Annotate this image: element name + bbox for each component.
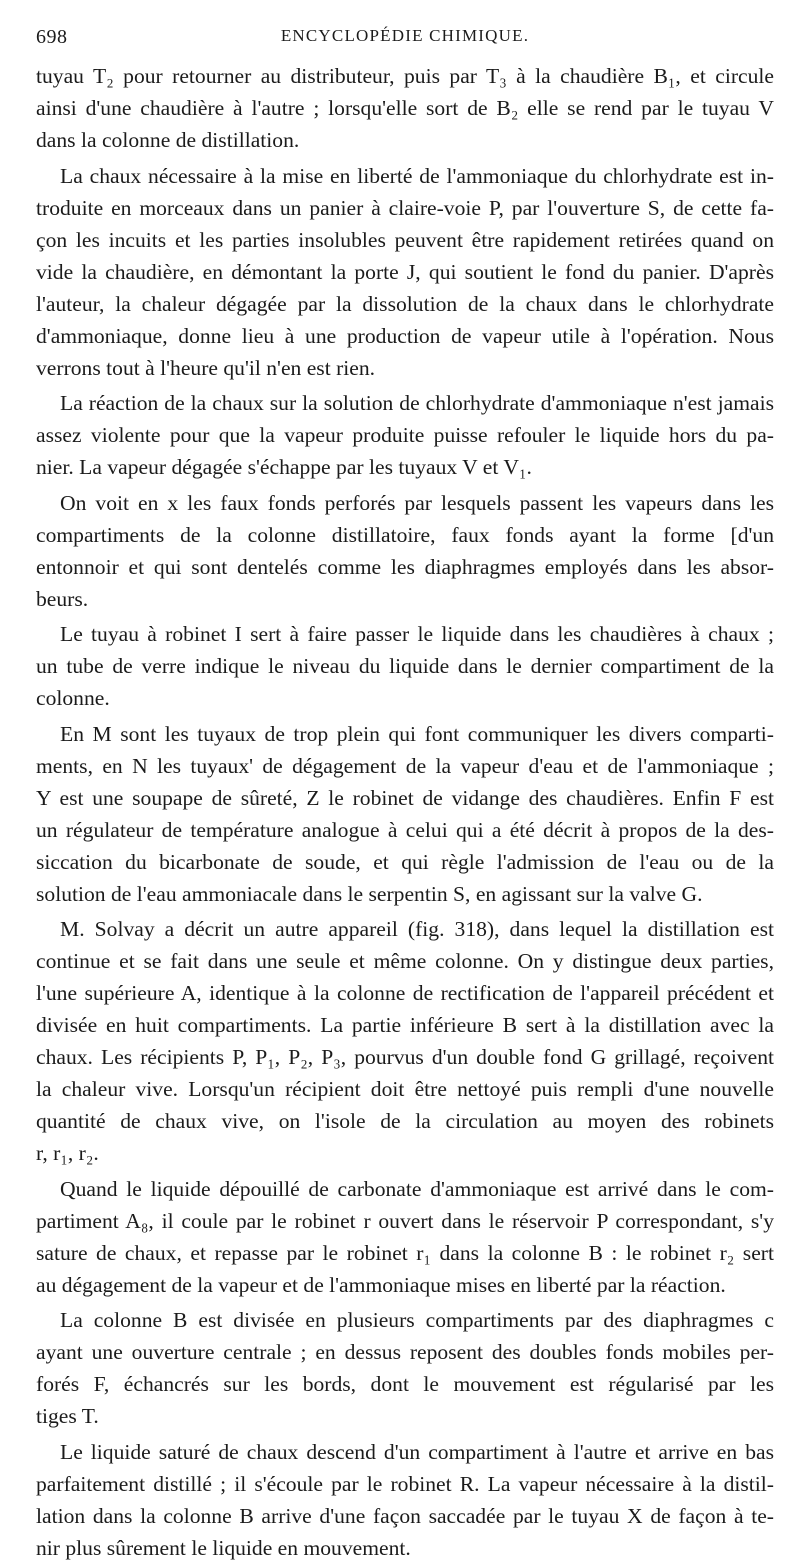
text-line: troduite en morceaux dans un panier à claire-voie P, par l'ouverture S, de cette fa-	[36, 195, 774, 220]
text-line: On voit en x les faux fonds perforés par lesquels passent les vapeurs dans les	[60, 490, 774, 515]
paragraph	[36, 1436, 774, 1564]
text-line: Quand le liquide dépouillé de carbonate d'ammoniaque est arrivé dans le com-	[60, 1176, 774, 1201]
text-line: La chaux nécessaire à la mise en liberté de l'ammoniaque du chlorhydrate est in-	[60, 163, 774, 188]
paragraph	[36, 913, 774, 1169]
text-line: tiges T.	[36, 1404, 99, 1428]
body-text	[36, 60, 774, 1564]
paragraph	[36, 60, 774, 156]
text-line: l'une supérieure A, identique à la colonne de rectification de l'appareil précédent et	[36, 981, 774, 1005]
text-line: La colonne B est divisée en plusieurs compartiments par des diaphragmes c	[60, 1308, 774, 1332]
text-line: sature de chaux, et repasse par le robinet r₁ dans la colonne B : le robinet r₂ sert	[36, 1240, 774, 1265]
text-line: un tube de verre indique le niveau du liquide dans le dernier compartiment de la	[36, 654, 774, 678]
text-line: au dégagement de la vapeur et de l'ammoniaque mises en liberté par la réaction.	[36, 1272, 726, 1297]
text-line: siccation du bicarbonate de soude, et qui règle l'admission de l'eau ou de la	[36, 849, 774, 874]
text-line: tuyau T₂ pour retourner au distributeur, puis par T₃ à la chaudière B₁, et circule	[36, 64, 774, 88]
text-line: un régulateur de température analogue à celui qui a été décrit à propos de la des-	[36, 817, 774, 842]
paragraph	[36, 1173, 774, 1301]
text-line: partiment A₈, il coule par le robinet r ouvert dans le réservoir P correspondant, s'y	[36, 1208, 774, 1233]
page-header	[36, 26, 774, 56]
text-line: Y est une soupape de sûreté, Z le robinet de vidange des chaudières. Enfin F est	[36, 785, 774, 810]
document-page	[36, 26, 774, 1564]
paragraph	[36, 387, 774, 483]
text-line: nir plus sûrement le liquide en mouvement.	[36, 1535, 411, 1560]
text-line: verrons tout à l'heure qu'il n'en est rien.	[36, 355, 376, 380]
text-line: Le liquide saturé de chaux descend d'un compartiment à l'autre et arrive en bas	[60, 1439, 774, 1464]
text-line: Le tuyau à robinet I sert à faire passer le liquide dans les chaudières à chaux ;	[60, 622, 774, 646]
text-line: divisée en huit compartiments. La partie inférieure B sert à la distillation avec la	[36, 1013, 774, 1037]
text-line: solution de l'eau ammoniacale dans le serpentin S, en agissant sur la valve G.	[36, 881, 703, 906]
text-line: r, r₁, r₂.	[36, 1141, 99, 1165]
text-line: forés F, échancrés sur les bords, dont le mouvement est régularisé par les	[36, 1372, 774, 1396]
text-line: colonne.	[36, 686, 110, 710]
text-line: En M sont les tuyaux de trop plein qui font communiquer les divers comparti-	[60, 721, 774, 746]
text-line: nier. La vapeur dégagée s'échappe par les tuyaux V et V₁.	[36, 455, 532, 479]
text-line: ayant une ouverture centrale ; en dessus reposent des doubles fonds mobiles per-	[36, 1340, 774, 1364]
text-line: entonnoir et qui sont dentelés comme les diaphragmes employés dans les absor-	[36, 554, 774, 579]
text-line: continue et se fait dans une seule et même colonne. On y distingue deux parties,	[36, 949, 774, 973]
paragraph	[36, 160, 774, 384]
paragraph	[36, 618, 774, 714]
text-line: M. Solvay a décrit un autre appareil (fig. 318), dans lequel la distillation est	[60, 917, 774, 941]
text-line: çon les incuits et les parties insolubles peuvent être rapidement retirées quand on	[36, 227, 774, 252]
text-line: d'ammoniaque, donne lieu à une production de vapeur utile à l'opération. Nous	[36, 323, 774, 348]
text-line: ainsi d'une chaudière à l'autre ; lorsqu'elle sort de B₂ elle se rend par le tuyau V	[36, 96, 774, 120]
text-line: la chaleur vive. Lorsqu'un récipient doit être nettoyé puis rempli d'une nouvelle	[36, 1077, 774, 1101]
text-line: vide la chaudière, en démontant la porte J, qui soutient le fond du panier. D'après	[36, 259, 774, 284]
paragraph	[36, 1304, 774, 1432]
text-line: lation dans la colonne B arrive d'une façon saccadée par le tuyau X de façon à te-	[36, 1503, 774, 1528]
text-line: parfaitement distillé ; il s'écoule par le robinet R. La vapeur nécessaire à la distil-	[36, 1471, 774, 1496]
text-line: La réaction de la chaux sur la solution de chlorhydrate d'ammoniaque n'est jamais	[60, 391, 774, 415]
running-head: ENCYCLOPÉDIE CHIMIQUE.	[280, 26, 530, 45]
text-line: ments, en N les tuyaux' de dégagement de la vapeur d'eau et de l'ammoniaque ;	[36, 753, 774, 778]
text-line: l'auteur, la chaleur dégagée par la dissolution de la chaux dans le chlorhydrate	[36, 291, 774, 316]
text-line: assez violente pour que la vapeur produite puisse refouler le liquide hors du pa-	[36, 423, 774, 447]
text-line: dans la colonne de distillation.	[36, 128, 300, 152]
page-number: 698	[36, 26, 68, 48]
text-line: compartiments de la colonne distillatoire, faux fonds ayant la forme [d'un	[36, 522, 774, 547]
text-line: beurs.	[36, 586, 89, 611]
paragraph	[36, 487, 774, 615]
text-line: quantité de chaux vive, on l'isole de la circulation au moyen des robinets	[36, 1109, 774, 1133]
text-line: chaux. Les récipients P, P₁, P₂, P₃, pourvus d'un double fond G grillagé, reçoivent	[36, 1045, 774, 1069]
paragraph	[36, 718, 774, 910]
